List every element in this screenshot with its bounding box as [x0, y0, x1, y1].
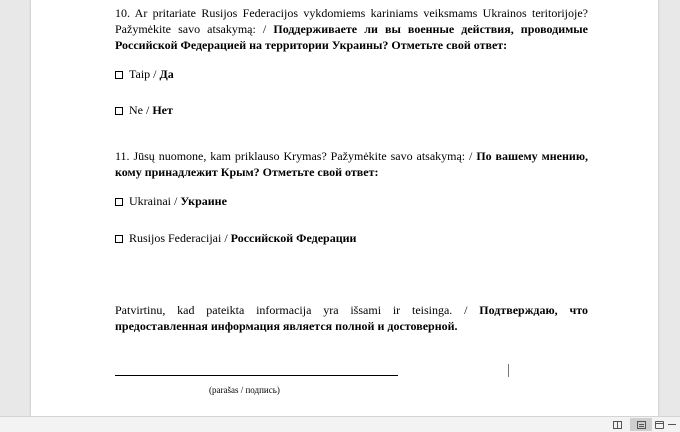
read-mode-button[interactable]	[606, 418, 628, 431]
option-yes[interactable]: Taip / Да	[115, 67, 174, 81]
option-ukraine[interactable]: Ukrainai / Украине	[115, 194, 227, 208]
option-russia[interactable]: Rusijos Federacijai / Российской Федерации	[115, 231, 356, 245]
status-bar	[0, 416, 680, 432]
print-layout-icon	[637, 421, 646, 429]
read-mode-icon	[613, 421, 622, 429]
web-layout-button[interactable]	[648, 418, 670, 431]
question-10-lt: 10. Ar pritariate Rusijos Federacijos vykdomiems kariniams veiksmams Ukrainos teritorijoje? Pažymėkite savo atsakymą: /	[115, 6, 588, 36]
question-11-lt: 11. Jūsų nuomone, kam priklauso Krymas? Pažymėkite savo atsakymą: /	[115, 149, 477, 163]
zoom-out-icon[interactable]	[668, 424, 676, 425]
question-10-ru: Поддерживаете ли вы военные действия, проводимые Российской Федерацией на территории Украины? Отметьте свой ответ:	[115, 22, 588, 52]
confirmation-text: Patvirtinu, kad pateikta informacija yra išsami ir teisinga. / Подтверждаю, что предоставленная информация является полной и достоверной.	[115, 303, 588, 333]
question-11-ru: По вашему мнению, кому принадлежит Крым? Отметьте свой ответ:	[115, 149, 589, 179]
checkbox-icon[interactable]	[115, 107, 123, 115]
text-cursor	[508, 364, 509, 377]
checkbox-icon[interactable]	[115, 71, 123, 79]
question-11-text	[115, 148, 588, 180]
checkbox-icon[interactable]	[115, 235, 123, 243]
web-layout-icon	[655, 421, 664, 429]
document-page	[31, 0, 658, 416]
checkbox-icon[interactable]	[115, 198, 123, 206]
signature-line	[115, 375, 398, 376]
option-no[interactable]: Ne / Нет	[115, 103, 173, 117]
signature-label: (parašas / подпись)	[209, 385, 280, 395]
question-10-text	[115, 5, 588, 53]
